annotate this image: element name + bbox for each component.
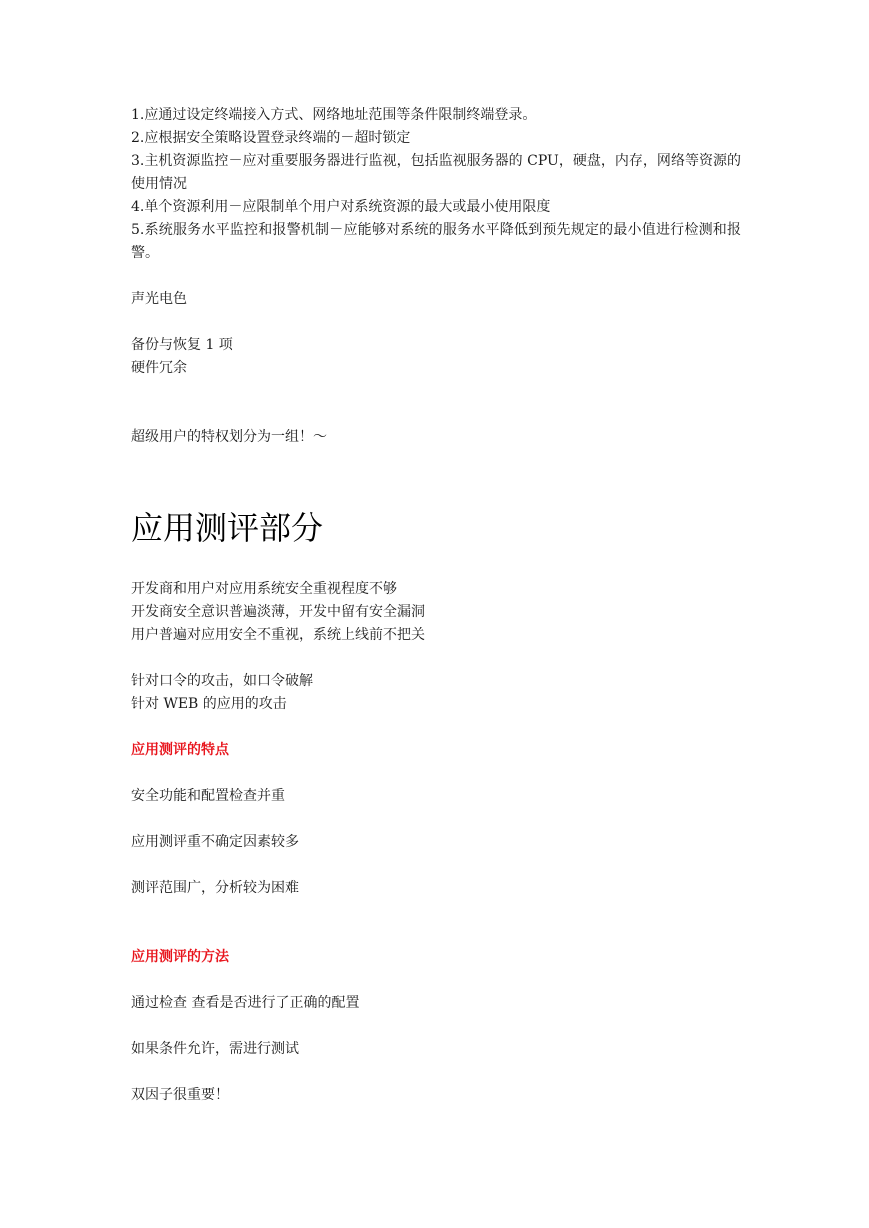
section-heading: 应用测评部分 xyxy=(131,509,324,547)
spacer xyxy=(131,647,741,670)
spacer xyxy=(131,495,741,508)
spacer xyxy=(131,969,741,992)
methods-title: 应用测评的方法 xyxy=(131,949,229,965)
note-backup: 备份与恢复 1 项 xyxy=(131,337,233,353)
intro-item-4: 4.单个资源利用－应限制单个用户对系统资源的最大或最小使用限度 xyxy=(131,199,551,215)
spacer xyxy=(131,449,741,495)
spacer xyxy=(131,311,741,334)
note-superuser: 超级用户的特权划分为一组！～ xyxy=(131,429,327,445)
spacer xyxy=(131,1015,741,1038)
intro-item-3: 3.主机资源监控－应对重要服务器进行监视，包括监视服务器的 CPU，硬盘，内存，网络等资源的使用情况 xyxy=(131,153,741,192)
spacer xyxy=(131,854,741,877)
intro-item-5: 5.系统服务水平监控和报警机制－应能够对系统的服务水平降低到预先规定的最小值进行检测和报警。 xyxy=(131,222,741,261)
spacer xyxy=(131,762,741,785)
spacer xyxy=(131,380,741,426)
intro-item-2: 2.应根据安全策略设置登录终端的－超时锁定 xyxy=(131,130,411,146)
note-hardware: 硬件冗余 xyxy=(131,360,187,376)
method-item: 如果条件允许，需进行测试 xyxy=(131,1041,299,1057)
spacer xyxy=(131,1061,741,1084)
note-sound-light: 声光电色 xyxy=(131,291,187,307)
feature-item: 应用测评重不确定因素较多 xyxy=(131,834,299,850)
reason-item: 用户普遍对应用安全不重视，系统上线前不把关 xyxy=(131,627,425,643)
document-page xyxy=(131,104,741,1107)
features-title: 应用测评的特点 xyxy=(131,742,229,758)
spacer xyxy=(131,548,741,578)
reason-item: 开发商和用户对应用系统安全重视程度不够 xyxy=(131,581,397,597)
method-item: 通过检查 查看是否进行了正确的配置 xyxy=(131,995,360,1011)
spacer xyxy=(131,808,741,831)
feature-item: 测评范围广，分析较为困难 xyxy=(131,880,299,896)
reason-item: 开发商安全意识普遍淡薄，开发中留有安全漏洞 xyxy=(131,604,425,620)
attack-item: 针对 WEB 的应用的攻击 xyxy=(131,696,287,712)
spacer xyxy=(131,265,741,288)
attack-item: 针对口令的攻击，如口令破解 xyxy=(131,673,313,689)
method-item: 双因子很重要！ xyxy=(131,1087,229,1103)
spacer xyxy=(131,716,741,739)
feature-item: 安全功能和配置检查并重 xyxy=(131,788,285,804)
intro-item-1: 1.应通过设定终端接入方式、网络地址范围等条件限制终端登录。 xyxy=(131,107,537,123)
spacer xyxy=(131,900,741,946)
